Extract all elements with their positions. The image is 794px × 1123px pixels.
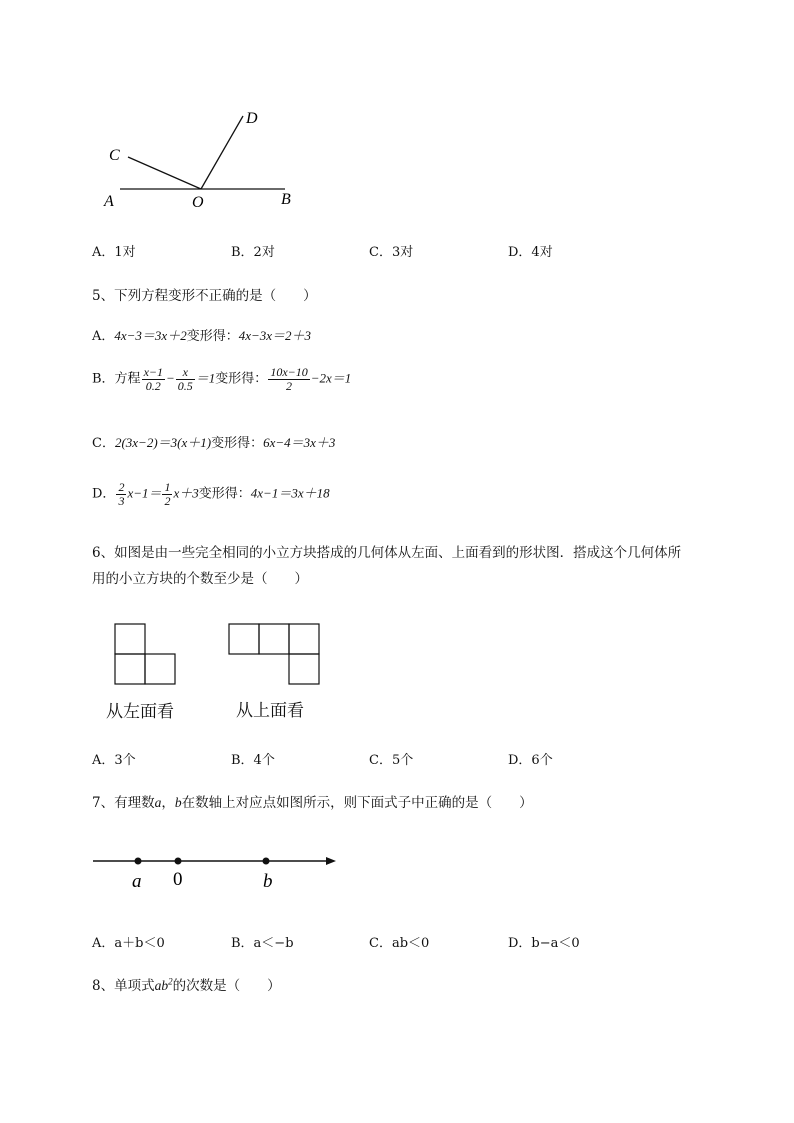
q5c-eq: 2(3x−2)＝3(x＋1) bbox=[114, 435, 212, 450]
q4-option-a: A．1对 bbox=[92, 245, 136, 260]
q5d-p1: x−1＝ bbox=[127, 485, 162, 501]
q4-option-b: B．2对 bbox=[231, 245, 275, 260]
q5c-mid: 变形得： bbox=[211, 436, 264, 451]
label-b: B bbox=[281, 191, 291, 208]
top-view-label: 从上面看 bbox=[236, 701, 304, 721]
q5a-mid: 变形得： bbox=[186, 329, 239, 344]
ray-od bbox=[201, 116, 243, 189]
q5-option-c bbox=[92, 432, 335, 451]
q6-stem-line2: 用的小立方块的个数至少是（ ） bbox=[92, 571, 308, 587]
q7-option-b: B．a＜−b bbox=[231, 936, 294, 951]
q5d-p2: x＋3 bbox=[173, 485, 199, 501]
q5b-prefix: B．方程 bbox=[92, 371, 141, 387]
q6-option-b: B．4个 bbox=[231, 753, 275, 768]
q5-stem: 5、下列方程变形不正确的是（ ） bbox=[92, 288, 317, 304]
point-a bbox=[135, 858, 142, 865]
label-c: C bbox=[109, 147, 120, 164]
q5-option-b bbox=[92, 366, 351, 392]
q5c-res: 6x−4＝3x＋3 bbox=[263, 435, 336, 450]
q6-stem-line1: 6、如图是由一些完全相同的小立方块搭成的几何体从左面、上面看到的形状图．搭成这个几何体所 bbox=[92, 545, 682, 561]
q5d-res: 4x−1＝3x＋18 bbox=[250, 485, 330, 501]
q7-var-b: b bbox=[174, 795, 182, 810]
q5-option-d bbox=[92, 481, 330, 507]
axis-label-zero: 0 bbox=[173, 869, 183, 890]
left-view-label: 从左面看 bbox=[106, 702, 174, 722]
q5b-frac3: $\frac{10x-10}{2}$ bbox=[270, 365, 308, 393]
q5-option-a bbox=[92, 325, 311, 344]
q7-option-d: D．b−a＜0 bbox=[508, 936, 580, 951]
q7-option-c: C．ab＜0 bbox=[369, 936, 430, 951]
q5b-mid: 变形得： bbox=[215, 371, 268, 387]
number-line bbox=[90, 845, 345, 895]
label-o: O bbox=[192, 194, 204, 211]
ray-oc bbox=[128, 157, 201, 189]
q6-option-a: A．3个 bbox=[92, 753, 136, 768]
q6-option-d: D．6个 bbox=[508, 753, 553, 768]
q5d-prefix: D． bbox=[92, 486, 116, 502]
q5b-frac1: $\frac{x-1}{0.2}$ bbox=[143, 365, 163, 393]
q7-stem-p1: 7、有理数 bbox=[92, 795, 155, 811]
axis-label-b: b bbox=[263, 871, 273, 892]
q8-stem bbox=[92, 974, 281, 994]
left-view-figure bbox=[114, 623, 178, 687]
q5b-minus: − bbox=[166, 370, 175, 386]
q8-stem-p1: 8、单项式 bbox=[92, 978, 155, 994]
q5a-eq: 4x−3＝3x＋2 bbox=[114, 328, 187, 343]
q5b-eq1: ＝1 bbox=[195, 370, 216, 386]
q7-sep: ， bbox=[161, 795, 175, 811]
q5c-prefix: C． bbox=[92, 436, 115, 451]
q8-stem-p2: 的次数是（ ） bbox=[172, 978, 281, 994]
q6-option-c: C．5个 bbox=[369, 753, 414, 768]
q8-expr: ab bbox=[154, 978, 169, 993]
point-b bbox=[263, 858, 270, 865]
q8-exponent: 2 bbox=[168, 976, 173, 987]
top-view-figure bbox=[228, 623, 322, 687]
q5d-mid: 变形得： bbox=[198, 486, 251, 502]
label-a: A bbox=[104, 193, 114, 210]
q7-stem bbox=[92, 791, 533, 811]
q7-option-a: A．a＋b＜0 bbox=[92, 936, 165, 951]
point-zero bbox=[175, 858, 182, 865]
arrow-right-icon bbox=[326, 857, 336, 865]
q7-stem-p2: 在数轴上对应点如图所示，则下面式子中正确的是（ ） bbox=[181, 795, 533, 811]
q7-var-a: a bbox=[154, 795, 162, 810]
q5d-frac2: $\frac{1}{2}$ bbox=[164, 480, 171, 508]
q5b-frac2: $\frac{x}{0.5}$ bbox=[177, 365, 193, 393]
q5a-res: 4x−3x＝2＋3 bbox=[238, 328, 312, 343]
angle-figure bbox=[95, 100, 315, 220]
q5b-res: −2x＝1 bbox=[310, 370, 352, 386]
q5a-prefix: A． bbox=[92, 329, 115, 344]
label-d: D bbox=[246, 110, 258, 127]
q4-option-d: D．4对 bbox=[508, 245, 553, 260]
q5d-frac1: $\frac{2}{3}$ bbox=[118, 480, 125, 508]
axis-label-a: a bbox=[132, 871, 142, 892]
q4-option-c: C．3对 bbox=[369, 245, 414, 260]
